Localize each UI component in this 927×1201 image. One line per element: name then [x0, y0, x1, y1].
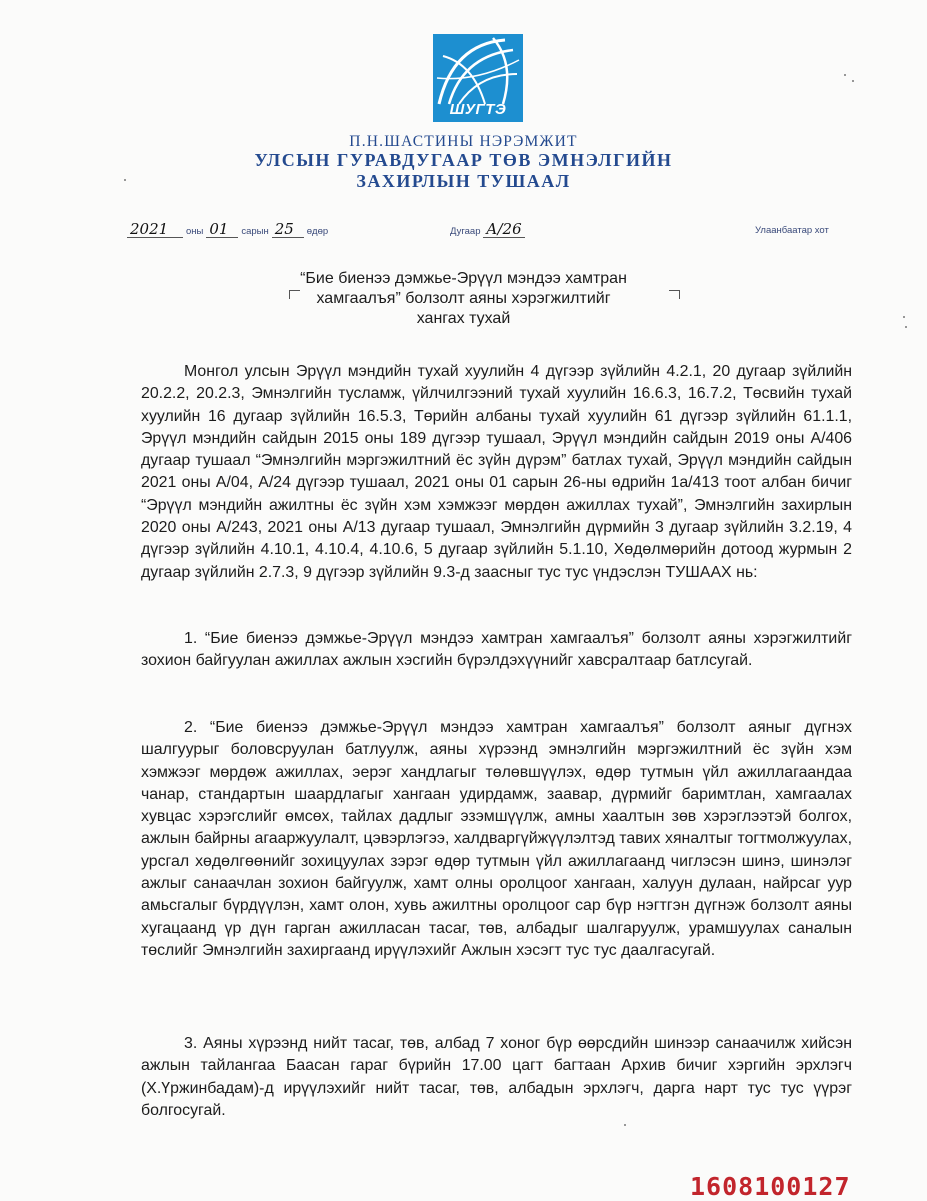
- year-label: оны: [186, 226, 204, 237]
- scan-speck: [905, 326, 907, 328]
- preamble-paragraph: Монгол улсын Эрүүл мэндийн тухай хуулийн 4 дүгээр зүйлийн 4.2.1, 20 дугаар зүйлийн 20.2.2, 20.2.3, Эмнэлгийн тусламж, үйлчилгээний тухай хуулийн 16.6.3, 16.7.2, Төсвийн тухай хуулийн 16 дугаар зүйлийн 16.5.3, Төрийн албаны тухай хуулийн 61 дүгээр зүйлийн 61.1.1, Эрүүл мэндийн сайдын 2015 оны 189 дүгээр тушаал, Эрүүл мэндийн сайдын 2019 оны А/406 дугаар тушаал “Эмнэлгийн мэргэжилтний ёс зүйн дүрэм” батлах тухай, Эрүүл мэндийн сайдын 2021 оны А/04, А/24 дүгээр тушаал, 2021 оны 01 сарын 26-ны өдрийн 1а/413 тоот албан бичиг “Эрүүл мэндийн ажилтны ёс зүйн хэм хэмжээг мөрдөн ажиллах тухай”, Эмнэлгийн захирлын 2020 оны А/243, 2021 оны А/13 дугаар тушаал, Эмнэлгийн дүрмийн 3 дугаар зүйлийн 3.2.19, 4 дүгээр зүйлийн 4.10.1, 4.10.4, 4.10.6, 5 дугаар зүйлийн 5.1.10, Хөдөлмөрийн дотоод журмын 2 дугаар зүйлийн 2.7.3, 9 дүгээр зүйлийн 9.3-д заасныг тус тус үндэслэн ТУШААХ нь:: [141, 363, 852, 581]
- clause-2-paragraph: 2. “Бие биенээ дэмжье-Эрүүл мэндээ хамтран хамгаалъя” болзолт аяныг дүгнэх шалгуурыг боловсруулан батлуулж, аяны хүрээнд эмнэлгийн мэргэжилтний ёс зүйн хэм хэмжээг мөрдөж ажиллах, эерэг хандлагыг төлөвшүүлэх, өдөр тутмын үйл ажиллагаандаа чанар, стандартын шаардлагыг хангаан удирдамж, заавар, дүрмийг баримтлан, хамгаалах хувцас хэрэгслийг өмсөх, тайлах дадлыг эзэмшүүлж, амны хаалтын зөв хэрэглээтэй болгох, ажлын байрны агааржуулалт, цэвэрлэгээ, халдваргүйжүүлэлтэд тавих хяналтыг тогтмолжуулах, урсгал хөдөлгөөнийг зохицуулах зэрэг өдөр тутмын үйл ажиллагаанд чиглэсэн шинэ, шинэлэг ажлыг санаачлан зохион байгуулж, хамт олны оролцоог хангаан, халуун дулаан, найрсаг уур амьсгалыг бүрдүүлэн, хамт олон, хувь ажилтны оролцоог сар бүр нэгтгэн дүгнэж болзолт аяны хугацаанд үр дүн гарган ажилласан тасаг, төв, албадыг шалгаруулж, урамшуулах саналын төслийг Эмнэлгийн захиргаанд ирүүлэхийг Ажлын хэсэгт тус тус даалгасугай.: [141, 719, 852, 959]
- date-month: 01: [206, 222, 238, 238]
- document-title: [0, 269, 927, 329]
- number-label: Дугаар: [450, 226, 481, 237]
- logo-text: ШУГТЭ: [449, 101, 507, 118]
- clause-3-paragraph: 3. Аяны хүрээнд нийт тасаг, төв, албад 7 хоног бүр өөрсдийн шинээр санаачилж хийсэн ажлын тайлангаа Баасан гараг бүрийн 17.00 цагт багтаан Архив бичиг хэргийн эрхлэгч (Х.Үржинбадам)-д ирүүлэхийг нийт тасаг, төв, албадын эрхлэгч, дарга нарт тус тус үүрэг болгосугай.: [141, 1035, 852, 1119]
- scan-speck: [844, 74, 846, 76]
- scan-speck: [624, 1124, 626, 1126]
- clause-1-paragraph: 1. “Бие биенээ дэмжье-Эрүүл мэндээ хамтран хамгаалъя” болзолт аяны хэрэгжилтийг зохион байгуулан ажиллах ажлын хэсгийн бүрэлдэхүүнийг хавсралтаар батлсугай.: [141, 630, 852, 670]
- date-day: 25: [272, 222, 304, 238]
- title-line-2: хамгаалъя” болзолт аяны хэрэгжилтийг: [316, 290, 611, 307]
- scan-speck: [852, 80, 854, 82]
- order-number-line: [450, 222, 525, 238]
- date-line: [127, 222, 331, 238]
- hospital-logo: [433, 34, 523, 122]
- scan-speck: [903, 316, 905, 318]
- month-label: сарын: [241, 226, 269, 237]
- title-line-1: “Бие биенээ дэмжье-Эрүүл мэндээ хамтран: [300, 270, 627, 287]
- day-label: өдөр: [306, 226, 329, 237]
- header-line-2: УЛСЫН ГУРАВДУГААР ТӨВ ЭМНЭЛГИЙН: [254, 150, 673, 170]
- header-line-1: П.Н.ШАСТИНЫ НЭРЭМЖИТ: [349, 133, 578, 150]
- header-line-3: ЗАХИРЛЫН ТУШААЛ: [356, 171, 571, 191]
- scan-speck: [124, 179, 126, 181]
- title-line-3: хангах тухай: [416, 310, 511, 327]
- registration-number: 1608100127: [690, 1172, 851, 1201]
- city-label: Улаанбаатар хот: [755, 225, 829, 236]
- order-number: А/26: [483, 222, 525, 238]
- date-year: 2021: [127, 222, 183, 238]
